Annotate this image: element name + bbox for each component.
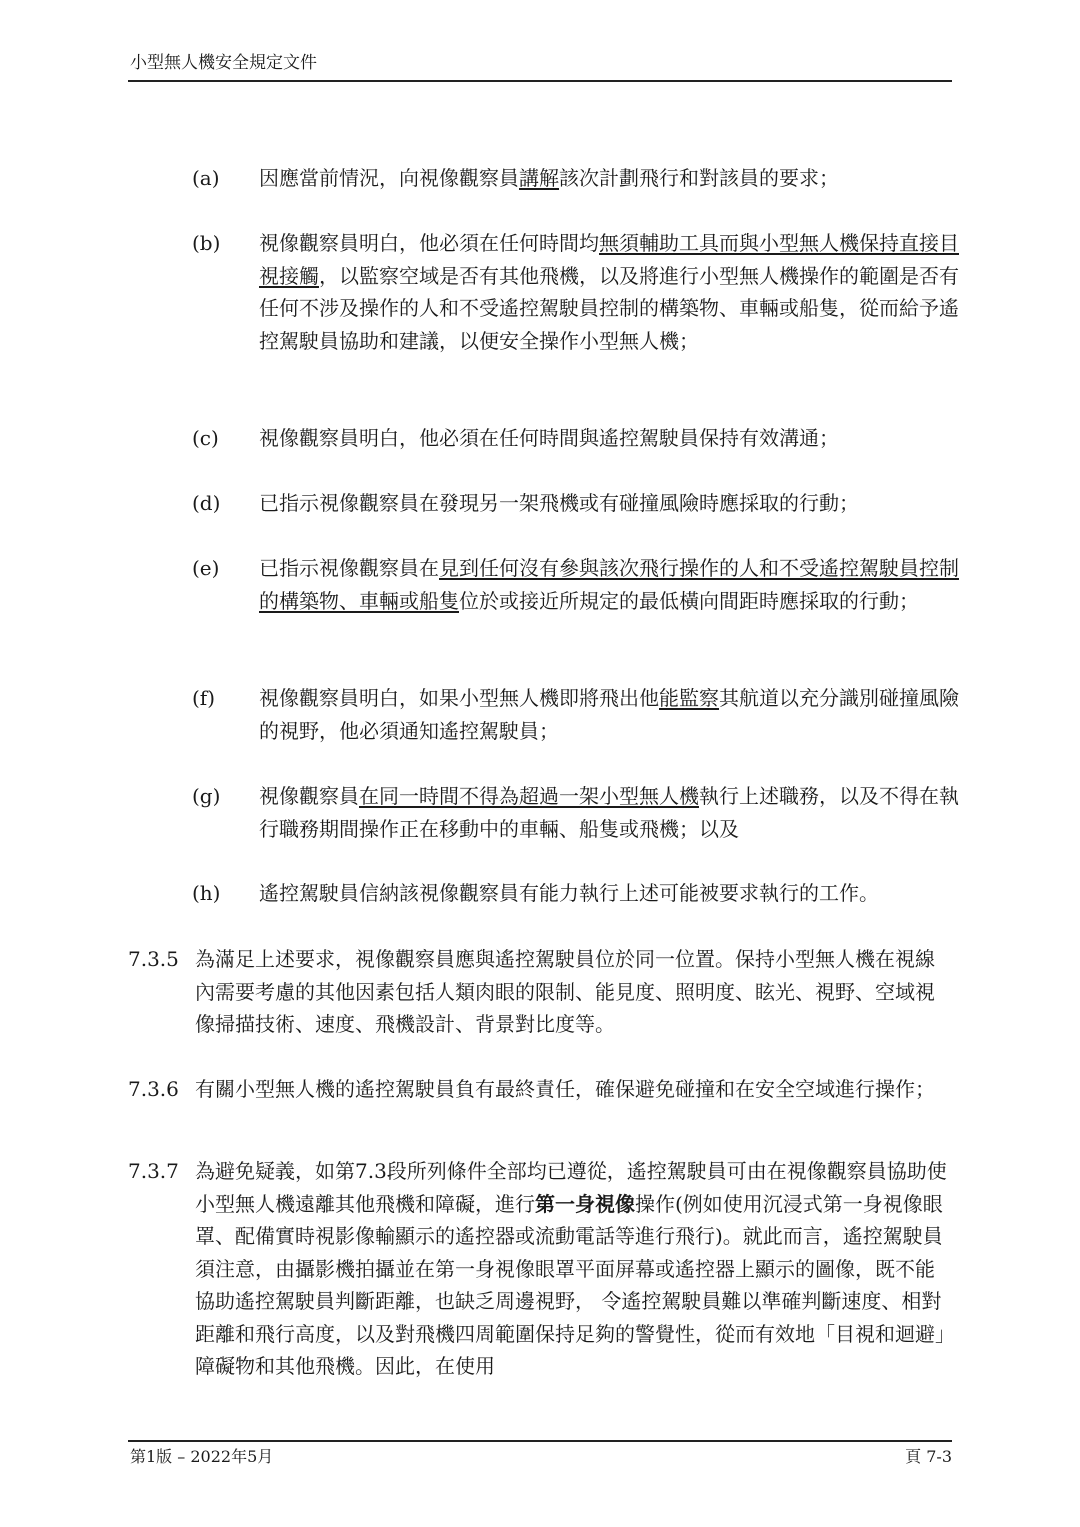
list-item-f bbox=[192, 682, 962, 747]
footer-rule bbox=[128, 1440, 952, 1442]
footer-page-number: 頁 7-3 bbox=[905, 1447, 952, 1466]
item-label: (b) bbox=[192, 231, 221, 255]
underlined-phrase: 無須輔助工具而與小型無人機保持直接目視接觸 bbox=[259, 231, 959, 288]
list-item-h bbox=[192, 877, 962, 910]
underlined-phrase: 在同一時間不得為超過一架小型無人機 bbox=[359, 784, 699, 808]
item-text: 視像觀察員明白，他必須在任何時間均無須輔助工具而與小型無人機保持直接目視接觸，以監察空域是否有其他飛機，以及將進行小型無人機操作的範圍是否有任何不涉及操作的人和不受遙控駕駛員控制的構築物、車輛或船隻，從而給予遙控駕駛員協助和建議，以便安全操作小型無人機； bbox=[259, 231, 959, 353]
section-7-3-5 bbox=[128, 943, 952, 1041]
item-label: (d) bbox=[192, 491, 221, 515]
footer-edition: 第1版 – 2022年5月 bbox=[130, 1447, 274, 1466]
list-item-d bbox=[192, 487, 962, 520]
section-text: 為避免疑義，如第7.3段所列條件全部均已遵從，遙控駕駛員可由在視像觀察員協助使小型無人機遠離其他飛機和障礙，進行第一身視像操作(例如使用沉浸式第一身視像眼罩、配備實時視影像輸顯示的遙控器或流動電話等進行飛行)。就此而言，遙控駕駛員須注意，由攝影機拍攝並在第一身視像眼罩平面屏幕或遙控器上顯示的圖像，既不能協助遙控駕駛員判斷距離，也缺乏周邊視野， 令遙控駕駛員難以準確判斷速度、相對距離和飛行高度，以及對飛機四周範圍保持足夠的警覺性，從而有效地「目視和迴避」障礙物和其他飛機。因此，在使用 bbox=[195, 1159, 947, 1378]
section-7-3-6 bbox=[128, 1073, 952, 1106]
section-number: 7.3.7 bbox=[128, 1159, 179, 1183]
list-item-g bbox=[192, 780, 962, 845]
section-text: 有關小型無人機的遙控駕駛員負有最終責任，確保避免碰撞和在安全空域進行操作； bbox=[195, 1077, 935, 1101]
item-text: 因應當前情況，向視像觀察員講解該次計劃飛行和對該員的要求； bbox=[259, 166, 839, 190]
item-label: (c) bbox=[192, 426, 219, 450]
underlined-phrase: 能監察 bbox=[659, 686, 719, 710]
item-label: (g) bbox=[192, 784, 221, 808]
item-label: (f) bbox=[192, 686, 216, 710]
section-text: 為滿足上述要求，視像觀察員應與遙控駕駛員位於同一位置。保持小型無人機在視線內需要考慮的其他因素包括人類肉眼的限制、能見度、照明度、眩光、視野、空域視像掃描技術、速度、飛機設計、背景對比度等。 bbox=[195, 947, 935, 1036]
section-number: 7.3.5 bbox=[128, 947, 179, 971]
item-text: 視像觀察員在同一時間不得為超過一架小型無人機執行上述職務，以及不得在執行職務期間操作正在移動中的車輛、船隻或飛機；以及 bbox=[259, 784, 959, 841]
header-rule bbox=[128, 80, 952, 82]
item-text: 已指示視像觀察員在發現另一架飛機或有碰撞風險時應採取的行動； bbox=[259, 491, 859, 515]
section-7-3-7 bbox=[128, 1155, 952, 1383]
item-label: (a) bbox=[192, 166, 220, 190]
item-text: 已指示視像觀察員在見到任何沒有參與該次飛行操作的人和不受遙控駕駛員控制的構築物、車輛或船隻位於或接近所規定的最低橫向間距時應採取的行動； bbox=[259, 556, 959, 613]
list-item-e bbox=[192, 552, 962, 617]
item-label: (e) bbox=[192, 556, 220, 580]
item-text: 視像觀察員明白，如果小型無人機即將飛出他能監察其航道以充分識別碰撞風險的視野，他必須通知遙控駕駛員； bbox=[259, 686, 959, 743]
bold-term: 第一身視像 bbox=[535, 1191, 635, 1216]
item-text: 遙控駕駛員信納該視像觀察員有能力執行上述可能被要求執行的工作。 bbox=[259, 881, 879, 905]
section-number: 7.3.6 bbox=[128, 1077, 179, 1101]
list-item-c bbox=[192, 422, 962, 455]
underlined-phrase: 講解 bbox=[519, 166, 559, 190]
underlined-phrase: 見到任何沒有參與該次飛行操作的人和不受遙控駕駛員控制的構築物、車輛或船隻 bbox=[259, 556, 959, 613]
item-label: (h) bbox=[192, 881, 221, 905]
item-text: 視像觀察員明白，他必須在任何時間與遙控駕駛員保持有效溝通； bbox=[259, 426, 839, 450]
list-item-a bbox=[192, 162, 962, 195]
list-item-b bbox=[192, 227, 962, 357]
document-header-title: 小型無人機安全規定文件 bbox=[130, 53, 317, 73]
